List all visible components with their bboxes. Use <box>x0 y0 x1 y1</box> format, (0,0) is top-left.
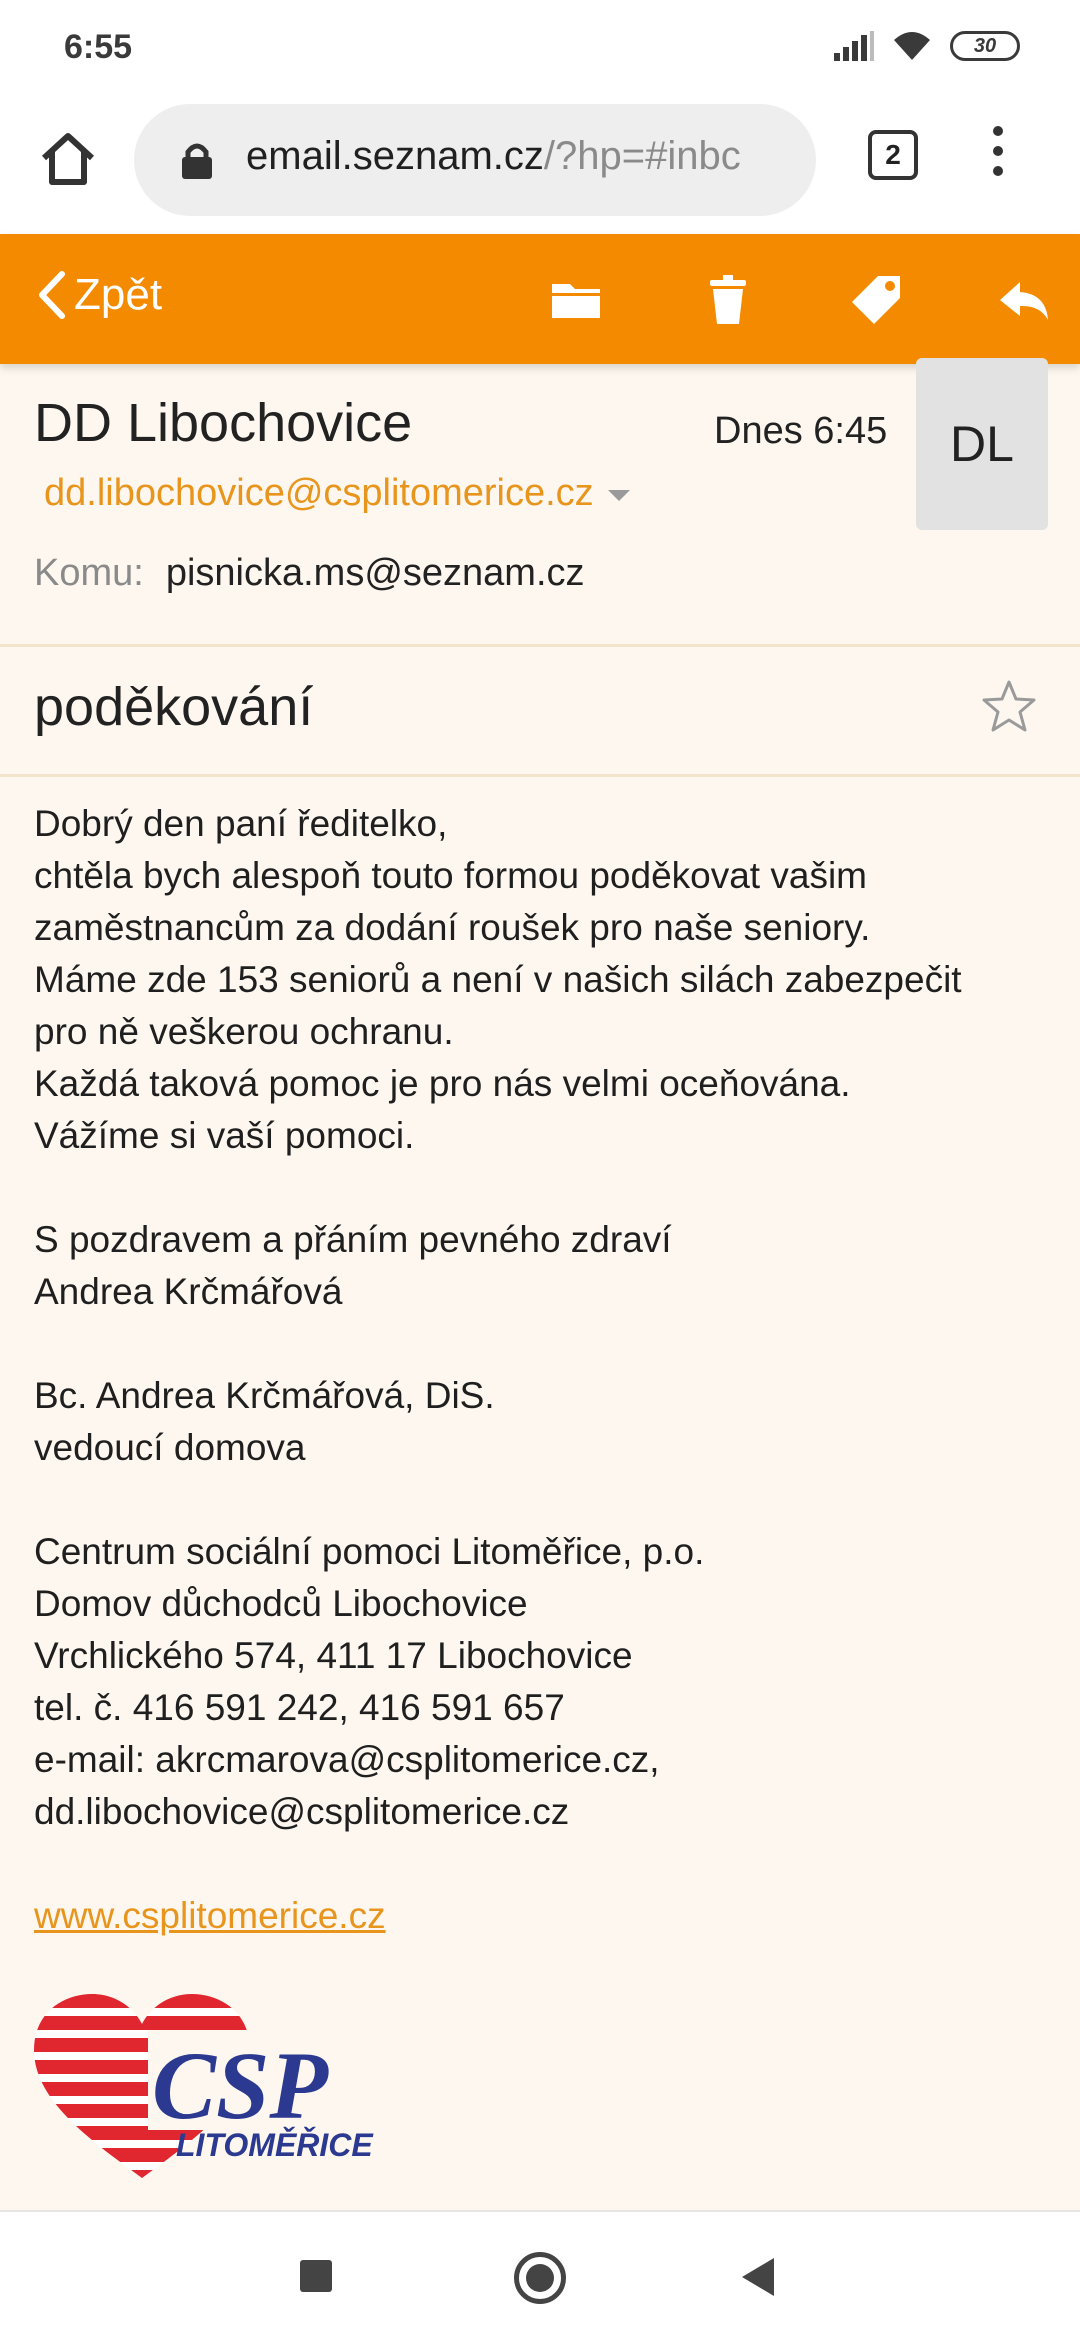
chevron-down-icon[interactable] <box>608 490 630 501</box>
status-icons <box>834 30 1020 62</box>
home-icon[interactable] <box>36 126 100 190</box>
mail-toolbar <box>0 234 1080 364</box>
body-line: zaměstnancům za dodání roušek pro naše seniory. <box>34 907 871 948</box>
sender-name: DD Libochovice <box>34 393 413 453</box>
body-line: e-mail: akrcmarova@csplitomerice.cz, <box>34 1739 660 1780</box>
recipient-row <box>34 552 585 595</box>
back-button[interactable] <box>34 270 162 320</box>
sender-email-text: dd.libochovice@csplitomerice.cz <box>44 472 594 514</box>
url-path: /?hp=#inbc <box>543 134 741 178</box>
body-spacer <box>34 1162 1054 1214</box>
to-label: Komu: <box>34 552 144 594</box>
body-line: vedoucí domova <box>34 1427 306 1468</box>
divider <box>0 644 1080 647</box>
website-link[interactable]: www.csplitomerice.cz <box>34 1895 386 1936</box>
battery-indicator: 30 <box>950 31 1020 61</box>
body-spacer <box>34 1474 1054 1526</box>
body-line: Vrchlického 574, 411 17 Libochovice <box>34 1635 633 1676</box>
body-line: tel. č. 416 591 242, 416 591 657 <box>34 1687 565 1728</box>
system-nav-bar <box>0 2210 1080 2340</box>
avatar: DL <box>916 358 1048 530</box>
divider <box>0 774 1080 777</box>
back-label: Zpět <box>74 270 163 319</box>
body-line: Bc. Andrea Krčmářová, DiS. <box>34 1375 495 1416</box>
url-host: email.seznam.cz <box>246 134 544 178</box>
body-spacer <box>34 1838 1054 1890</box>
logo-main-text: CSP <box>152 2032 329 2139</box>
body-line: dd.libochovice@csplitomerice.cz <box>34 1791 570 1832</box>
home-button[interactable] <box>514 2252 566 2304</box>
body-line: S pozdravem a přáním pevného zdraví <box>34 1219 672 1260</box>
to-value: pisnicka.ms@seznam.cz <box>165 552 585 594</box>
body-line: Domov důchodců Libochovice <box>34 1583 528 1624</box>
back-nav-button[interactable] <box>742 2258 774 2296</box>
url-text <box>246 134 741 179</box>
body-line: Dobrý den paní ředitelko, <box>34 803 448 844</box>
body-spacer <box>34 1318 1054 1370</box>
tag-icon[interactable] <box>848 272 904 328</box>
sender-email[interactable] <box>44 472 630 515</box>
status-bar <box>0 0 1080 96</box>
lock-icon <box>180 142 214 180</box>
body-line: Centrum sociální pomoci Litoměřice, p.o. <box>34 1531 705 1572</box>
csp-logo <box>30 1990 410 2190</box>
recents-button[interactable] <box>300 2260 332 2292</box>
tabs-button[interactable]: 2 <box>868 130 918 180</box>
body-line: pro ně veškerou ochranu. <box>34 1011 454 1052</box>
body-line: Každá taková pomoc je pro nás velmi oceňována. <box>34 1063 851 1104</box>
message-date: Dnes 6:45 <box>714 410 888 452</box>
message-body <box>34 798 1054 1942</box>
chevron-left-icon <box>34 270 68 320</box>
trash-icon[interactable] <box>700 272 756 328</box>
body-line: Vážíme si vaší pomoci. <box>34 1115 415 1156</box>
reply-icon[interactable] <box>996 272 1052 328</box>
logo-sub-text: LITOMĚŘICE <box>176 2127 373 2163</box>
more-vert-icon[interactable] <box>986 126 1010 186</box>
folder-icon[interactable] <box>548 272 604 328</box>
body-line: chtěla bych alespoň touto formou poděkovat vašim <box>34 855 867 896</box>
star-icon[interactable] <box>980 678 1038 736</box>
status-time: 6:55 <box>64 28 133 66</box>
body-line: Máme zde 153 seniorů a není v našich silách zabezpečit <box>34 959 962 1000</box>
address-bar[interactable] <box>134 104 816 216</box>
message-subject: poděkování <box>34 677 314 737</box>
signal-icon <box>834 31 874 61</box>
browser-bar <box>0 96 1080 234</box>
wifi-icon <box>892 30 932 62</box>
body-line: Andrea Krčmářová <box>34 1271 343 1312</box>
